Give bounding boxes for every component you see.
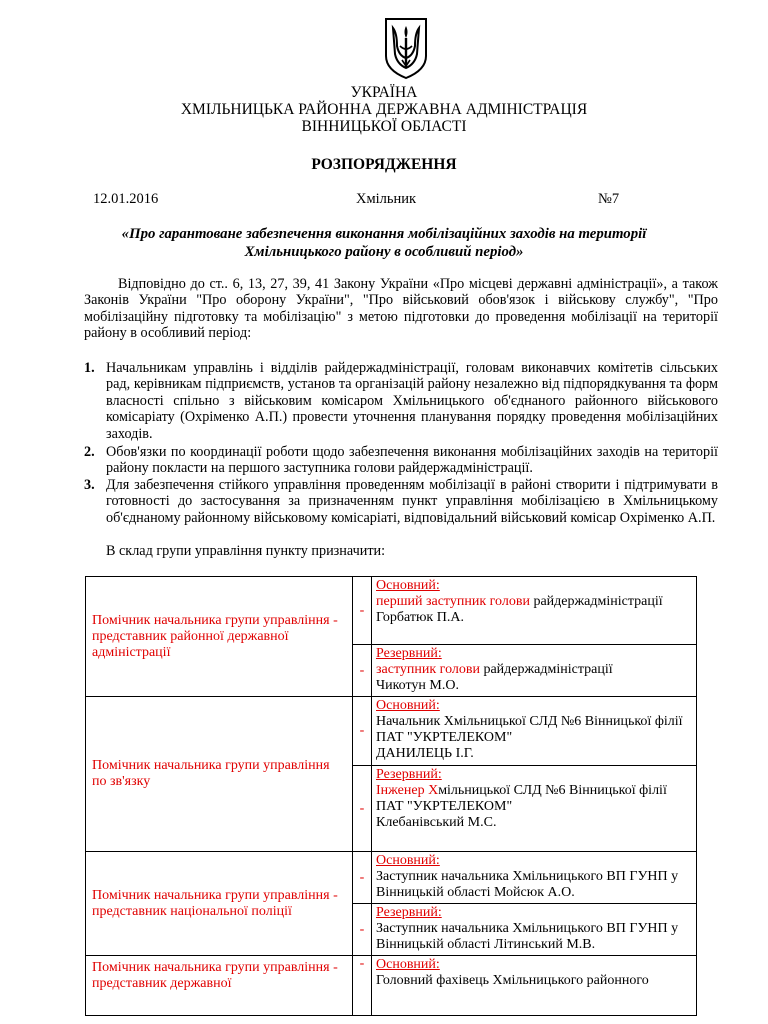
table-row [86,697,697,766]
dash-cell: - [353,577,372,645]
group-intro [84,543,718,559]
dash-cell: - [353,766,372,852]
position-text: райдержадміністрації [529,594,663,609]
table-row [86,577,697,645]
table-row [86,852,697,904]
dash-cell: - [353,852,372,904]
role-cell: Помічник начальника групи управління по зв'язку [86,697,353,852]
position-text: райдержадміністрації [479,662,613,677]
ukraine-trident-emblem-icon [383,16,429,80]
document-date: 12.01.2016 [93,191,159,207]
role-cell: Помічник начальника групи управління - представник районної державної адміністрації [86,577,353,697]
item-number: 3. [84,477,95,493]
position-text: мільницької СЛД №6 Вінницької філії ПАТ "УКРТЕЛЕКОМ" [376,783,667,814]
order-item-3 [84,477,718,526]
dash-cell: - [353,904,372,956]
person-name: Клебанівський М.С. [376,815,497,830]
table-row [86,956,697,1016]
main-label: Основний: [376,698,440,713]
order-item-2 [84,444,718,477]
reserve-person-cell [372,645,697,697]
main-label: Основний: [376,853,440,868]
item-text: Обов'язки по координації роботи щодо забезпечення виконання мобілізаційних заходів на території району покласти на першого заступника голови райдержадміністрації. [106,444,718,477]
role-cell: Помічник начальника групи управління - представник національної поліції [86,852,353,956]
main-person-cell [372,852,697,904]
person-name: ДАНИЛЕЦЬ І.Г. [376,746,474,761]
preamble-paragraph: Відповідно до ст.. 6, 13, 27, 39, 41 Закону України «Про місцеві державні адміністрації», а також Законів України "Про оборону України", "Про військовий обов'язок і військову службу", "Про мобілізаційну підготовку та мобілізацію" з метою підготовки до проведення мобілізації на території району в особливий період: [84,276,718,342]
item-text: Начальникам управлінь і відділів райдержадміністрації, головам виконавчих комітетів сільських рад, керівникам підприємств, установ та організацій району незалежно від підпорядкування та форм власності спільно з військовим комісаром Хмільницького об'єднаного районного військового комісаріату (Охріменко А.П.) провести уточнення планування порядку проведення мобілізаційних заходів. [106,360,718,442]
dash-cell: - [353,697,372,766]
position-text: Головний фахівець Хмільницького районного [376,973,649,988]
reserve-person-cell [372,766,697,852]
main-label: Основний: [376,578,440,593]
reserve-person-cell [372,904,697,956]
reserve-label: Резервний: [376,767,442,782]
position-text: Заступник начальника Хмільницького ВП ГУНП у Вінницькій області Мойсюк А.О. [376,869,679,900]
position-text: Начальник Хмільницької СЛД №6 Вінницької філії ПАТ "УКРТЕЛЕКОМ" [376,714,683,745]
group-intro-text: В склад групи управління пункту призначити: [106,543,386,559]
position-highlight: Інженер Х [376,783,439,798]
order-item-1 [84,360,718,442]
subject-line-1: «Про гарантоване забезпечення виконання мобілізаційних заходів на території [121,226,647,242]
document-number: №7 [598,191,620,207]
document-title: РОЗПОРЯДЖЕННЯ [311,156,457,173]
document-city: Хмільник [356,191,417,207]
country-name: УКРАЇНА [350,84,418,101]
subject-line-2: Хмільницького району в особливий період» [244,243,524,260]
person-name: Горбатюк П.А. [376,610,464,625]
position-highlight: заступник голови [376,662,480,677]
position-text: Заступник начальника Хмільницького ВП ГУНП у Вінницькій області Літинський М.В. [376,921,679,952]
item-number: 2. [84,444,95,460]
document-subject [0,226,768,261]
reserve-label: Резервний: [376,646,442,661]
region-name: ВІННИЦЬКОЇ ОБЛАСТІ [301,118,467,135]
position-highlight: перший заступник голови [376,594,530,609]
management-group-table [85,576,697,1016]
main-label: Основний: [376,957,440,972]
main-person-cell [372,697,697,766]
item-text: Для забезпечення стійкого управління проведенням мобілізації в районі створити і підтримувати в готовності до застосування за призначенням пункт управління мобілізацією в Хмільницькому об'єднаному районному військовому комісаріаті, відповідальний військовий комісар Охріменко А.П. [106,477,718,526]
main-person-cell [372,956,697,1016]
dash-cell: - [353,645,372,697]
dash-cell: - [353,956,372,1016]
reserve-label: Резервний: [376,905,442,920]
administration-name: ХМІЛЬНИЦЬКА РАЙОННА ДЕРЖАВНА АДМІНІСТРАЦІЯ [180,101,588,118]
person-name: Чикотун М.О. [376,678,459,693]
item-number: 1. [84,360,95,376]
main-person-cell [372,577,697,645]
role-cell: Помічник начальника групи управління - представник державної [86,956,353,1016]
